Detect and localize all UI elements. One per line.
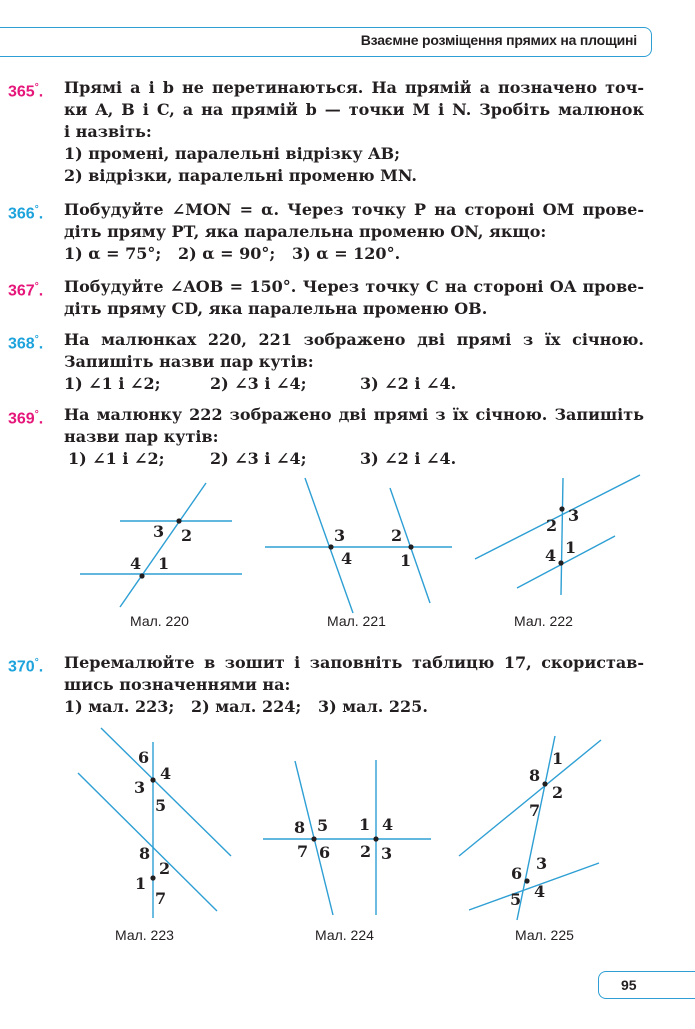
exercise-number: 365°.	[8, 82, 44, 101]
text-line: Запишіть назви пар кутів:	[64, 352, 314, 371]
figure-caption: Мал. 225	[515, 927, 574, 943]
option: 1) ∠1 і ∠2;	[64, 374, 161, 393]
page-number: 95	[598, 971, 695, 999]
option: 2) ∠3 і ∠4;	[210, 374, 307, 393]
intersection-point	[150, 777, 155, 782]
angle-label: 4	[534, 882, 546, 901]
angle-label: 6	[319, 843, 331, 862]
intersection-point	[328, 544, 333, 549]
figure-224	[255, 740, 445, 925]
text-line: діть пряму PT, яка паралельна променю ON, якщо:	[64, 222, 547, 241]
angle-label: 3	[568, 506, 580, 525]
angle-label: 6	[138, 748, 150, 767]
exercise-368	[8, 329, 644, 395]
intersection-point	[139, 573, 144, 578]
intersection-point	[542, 781, 547, 786]
running-header	[0, 27, 652, 57]
angle-label: 2	[552, 783, 564, 802]
exercise-number: 366°.	[8, 204, 44, 223]
intersection-point	[373, 836, 378, 841]
text-line: назви пар кутів:	[64, 427, 219, 446]
exercise-366	[8, 199, 644, 265]
text-line: Прямі a і b не перетинаються. На прямій a позначено точ-	[64, 78, 644, 97]
angle-label: 5	[510, 890, 522, 909]
header-title: Взаємне розміщення прямих на площині	[360, 32, 637, 48]
angle-label: 3	[153, 522, 165, 541]
figure-220	[60, 470, 260, 620]
text-line: шись позначеннями на:	[64, 675, 291, 694]
text-line: діть пряму CD, яка паралельна променю OB.	[64, 299, 488, 318]
text-line: Побудуйте ∠AOB = 150°. Через точку C на стороні OA прове-	[64, 277, 644, 296]
option: 2) ∠3 і ∠4;	[210, 449, 307, 468]
angle-label: 1	[565, 538, 577, 557]
angle-label: 3	[134, 778, 146, 797]
figure-225	[455, 730, 615, 925]
figure-222	[465, 470, 655, 620]
exercise-370	[8, 652, 644, 718]
angle-label: 3	[536, 854, 548, 873]
text-line: 1) промені, паралельні відрізку AB;	[64, 144, 400, 163]
angle-label: 4	[341, 549, 353, 568]
text-line: На малюнку 222 зображено дві прямі з їх січною. Запишіть	[64, 405, 644, 424]
figure-223	[60, 720, 260, 925]
intersection-point	[176, 518, 181, 523]
angle-label: 2	[159, 859, 171, 878]
angle-label: 4	[545, 546, 557, 565]
angle-label: 8	[529, 766, 541, 785]
angle-label: 1	[158, 554, 170, 573]
transversal-line	[561, 478, 563, 595]
text-line: На малюнках 220, 221 зображено дві прямі з їх січною.	[64, 330, 644, 349]
exercise-number: 369°.	[8, 409, 44, 428]
parallel-line	[78, 773, 217, 911]
angle-label: 4	[130, 554, 142, 573]
figure-caption: Мал. 221	[327, 613, 386, 629]
option: 1) ∠1 і ∠2;	[68, 449, 165, 468]
text-line: Перемалюйте в зошит і заповніть таблицю 17, скористав-	[64, 653, 644, 672]
angle-label: 5	[317, 816, 329, 835]
angle-label: 2	[391, 526, 403, 545]
option: 3) ∠2 і ∠4.	[360, 374, 457, 393]
angle-label: 5	[155, 796, 167, 815]
angle-label: 1	[400, 551, 412, 570]
text-line: 1) мал. 223; 2) мал. 224; 3) мал. 225.	[64, 697, 428, 716]
angle-label: 1	[359, 815, 371, 834]
text-line: ки A, B і C, а на прямій b — точки M і N. Зробіть малюнок	[64, 100, 644, 119]
figure-caption: Мал. 223	[115, 927, 174, 943]
angle-label: 2	[360, 842, 372, 861]
figure-caption: Мал. 222	[514, 613, 573, 629]
angle-label: 7	[297, 842, 309, 861]
exercise-number: 370°.	[8, 657, 44, 676]
exercise-number: 368°.	[8, 334, 44, 353]
intersection-point	[558, 560, 563, 565]
angle-label: 3	[381, 844, 393, 863]
intersection-point	[559, 506, 564, 511]
exercise-369	[8, 404, 644, 470]
text-line: і назвіть:	[64, 122, 152, 141]
text-line: 1) α = 75°; 2) α = 90°; 3) α = 120°.	[64, 244, 401, 263]
text-line: 2) відрізки, паралельні променю MN.	[64, 166, 417, 185]
angle-label: 2	[546, 516, 558, 535]
transversal-line	[120, 483, 206, 607]
exercise-365	[8, 77, 644, 187]
angle-label: 4	[160, 764, 172, 783]
angle-label: 3	[334, 526, 346, 545]
intersection-point	[408, 544, 413, 549]
angle-label: 1	[135, 874, 147, 893]
intersection-point	[150, 875, 155, 880]
angle-label: 7	[155, 889, 167, 908]
options-row	[64, 373, 644, 395]
parallel-line	[459, 740, 601, 856]
intersection-point	[311, 836, 316, 841]
angle-label: 1	[552, 749, 564, 768]
angle-label: 8	[139, 844, 151, 863]
angle-label: 2	[181, 526, 193, 545]
exercise-number: 367°.	[8, 281, 44, 300]
angle-label: 4	[382, 815, 394, 834]
exercise-367	[8, 276, 644, 320]
parallel-line	[475, 475, 640, 559]
options-row	[64, 448, 644, 470]
text-line: Побудуйте ∠MON = α. Через точку P на стороні OM прове-	[64, 200, 644, 219]
figure-caption: Мал. 224	[315, 927, 374, 943]
figure-caption: Мал. 220	[130, 613, 189, 629]
option: 3) ∠2 і ∠4.	[360, 449, 457, 468]
parallel-line	[101, 728, 231, 856]
figure-221	[255, 470, 465, 620]
angle-label: 8	[294, 818, 306, 837]
angle-label: 6	[511, 864, 523, 883]
angle-label: 7	[529, 801, 541, 820]
intersection-point	[524, 878, 529, 883]
